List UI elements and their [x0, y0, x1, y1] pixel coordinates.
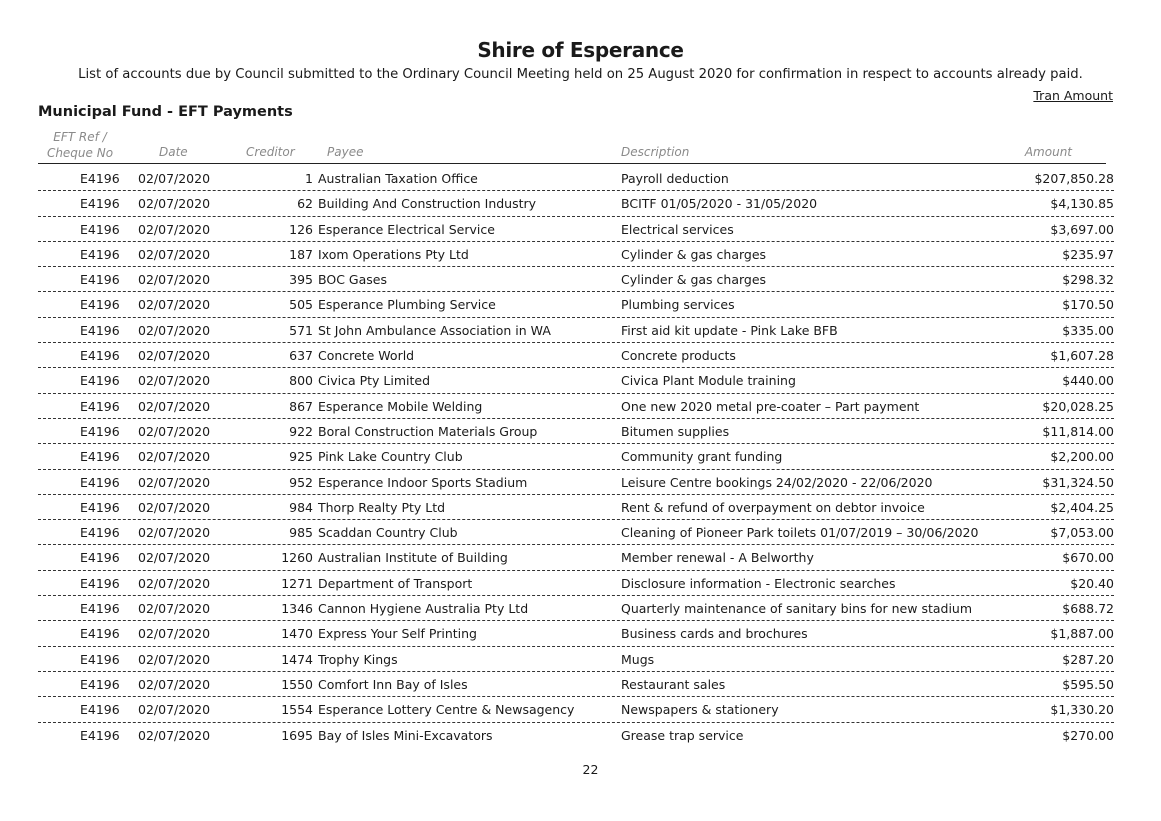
table-row: [38, 647, 1114, 672]
cell-payee: BOC Gases: [318, 272, 387, 288]
cell-payee: Australian Taxation Office: [318, 171, 478, 186]
cell-date: 02/07/2020: [138, 499, 211, 515]
cell-amount: $270.00: [1062, 727, 1114, 743]
cell-payee: St John Ambulance Association in WA: [318, 322, 551, 338]
cell-eft-ref: E4196: [80, 373, 120, 389]
cell-eft-ref: E4196: [80, 196, 120, 212]
cell-creditor: 1271: [281, 575, 313, 591]
cell-creditor: 126: [289, 221, 313, 237]
cell-date: 02/07/2020: [138, 651, 211, 667]
page-number: 22: [582, 762, 599, 777]
cell-amount: $595.50: [1062, 676, 1114, 692]
cell-eft-ref: E4196: [80, 676, 120, 692]
cell-creditor: 505: [289, 297, 313, 313]
cell-creditor: 62: [297, 196, 313, 212]
document-subtitle: List of accounts due by Council submitted to the Ordinary Council Meeting held on 25 August 2020 for confirmation in respect to accounts already paid.: [78, 67, 1083, 82]
cell-creditor: 187: [289, 246, 313, 262]
cell-eft-ref: E4196: [80, 651, 120, 667]
cell-eft-ref: E4196: [80, 398, 120, 414]
cell-creditor: 571: [289, 322, 313, 338]
cell-payee: Boral Construction Materials Group: [318, 423, 538, 439]
cell-creditor: 1550: [281, 676, 313, 692]
cell-eft-ref: E4196: [80, 601, 120, 617]
cell-description: Newspapers & stationery: [621, 702, 779, 718]
table-row: [38, 672, 1114, 697]
cell-date: 02/07/2020: [138, 297, 211, 313]
cell-date: 02/07/2020: [138, 575, 211, 591]
cell-eft-ref: E4196: [80, 499, 120, 515]
cell-amount: $670.00: [1062, 550, 1114, 566]
cell-creditor: 1474: [281, 651, 313, 667]
cell-creditor: 395: [289, 272, 313, 288]
payments-table-body: [38, 166, 1114, 748]
table-row: [38, 394, 1114, 419]
document-title: Shire of Esperance: [477, 38, 684, 62]
cell-eft-ref: E4196: [80, 246, 120, 262]
cell-payee: Australian Institute of Building: [318, 550, 508, 566]
cell-creditor: 867: [289, 398, 313, 414]
cell-eft-ref: E4196: [80, 626, 120, 642]
cell-creditor: 1470: [281, 626, 313, 642]
cell-amount: $298.32: [1062, 272, 1114, 288]
cell-amount: $287.20: [1062, 651, 1114, 667]
table-row: [38, 444, 1114, 469]
cell-description: Concrete products: [621, 348, 736, 364]
cell-payee: Trophy Kings: [318, 651, 398, 667]
cell-description: Restaurant sales: [621, 676, 726, 692]
cell-amount: $2,404.25: [1050, 499, 1114, 515]
cell-date: 02/07/2020: [138, 702, 211, 718]
cell-payee: Scaddan Country Club: [318, 525, 458, 541]
cell-date: 02/07/2020: [138, 676, 211, 692]
cell-creditor: 922: [289, 423, 313, 439]
table-row: [38, 545, 1114, 570]
cell-payee: Concrete World: [318, 348, 415, 364]
cell-creditor: 925: [289, 449, 313, 465]
table-row: [38, 419, 1114, 444]
cell-payee: Ixom Operations Pty Ltd: [318, 246, 469, 262]
cell-date: 02/07/2020: [138, 196, 211, 212]
cell-amount: $440.00: [1062, 373, 1114, 389]
cell-payee: Thorp Realty Pty Ltd: [318, 499, 446, 515]
cell-date: 02/07/2020: [138, 727, 211, 743]
table-row: [38, 217, 1114, 242]
cell-payee: Department of Transport: [318, 575, 473, 591]
cell-description: Grease trap service: [621, 727, 744, 743]
cell-amount: $7,053.00: [1050, 525, 1114, 541]
table-row: [38, 292, 1114, 317]
cell-description: Civica Plant Module training: [621, 373, 796, 389]
table-row: [38, 723, 1114, 748]
cell-date: 02/07/2020: [138, 171, 211, 186]
cell-eft-ref: E4196: [80, 449, 120, 465]
cell-creditor: 985: [289, 525, 313, 541]
cell-creditor: 984: [289, 499, 313, 515]
cell-amount: $31,324.50: [1042, 474, 1114, 490]
cell-eft-ref: E4196: [80, 272, 120, 288]
table-row: [38, 697, 1114, 722]
cell-amount: $335.00: [1062, 322, 1114, 338]
cell-date: 02/07/2020: [138, 550, 211, 566]
table-row: [38, 470, 1114, 495]
cell-eft-ref: E4196: [80, 348, 120, 364]
table-row: [38, 343, 1114, 368]
cell-eft-ref: E4196: [80, 575, 120, 591]
cell-creditor: 1260: [281, 550, 313, 566]
cell-description: Rent & refund of overpayment on debtor invoice: [621, 499, 925, 515]
header-description: Description: [621, 145, 690, 159]
cell-date: 02/07/2020: [138, 525, 211, 541]
cell-description: Leisure Centre bookings 24/02/2020 - 22/06/2020: [621, 474, 933, 490]
cell-eft-ref: E4196: [80, 525, 120, 541]
cell-date: 02/07/2020: [138, 601, 211, 617]
cell-amount: $1,607.28: [1050, 348, 1114, 364]
cell-date: 02/07/2020: [138, 398, 211, 414]
cell-description: First aid kit update - Pink Lake BFB: [621, 322, 838, 338]
cell-eft-ref: E4196: [80, 727, 120, 743]
table-row: [38, 267, 1114, 292]
cell-payee: Bay of Isles Mini-Excavators: [318, 727, 493, 743]
cell-payee: Comfort Inn Bay of Isles: [318, 676, 468, 692]
cell-description: Disclosure information - Electronic searches: [621, 575, 896, 591]
cell-creditor: 1: [305, 171, 313, 186]
cell-description: Community grant funding: [621, 449, 783, 465]
header-eft-ref-line2: Cheque No: [46, 146, 114, 160]
cell-description: Business cards and brochures: [621, 626, 808, 642]
cell-date: 02/07/2020: [138, 423, 211, 439]
cell-amount: $20.40: [1070, 575, 1114, 591]
table-row: [38, 242, 1114, 267]
cell-creditor: 800: [289, 373, 313, 389]
header-divider: [38, 163, 1106, 164]
cell-description: Bitumen supplies: [621, 423, 730, 439]
header-creditor: Creditor: [246, 145, 295, 159]
cell-creditor: 637: [289, 348, 313, 364]
cell-date: 02/07/2020: [138, 348, 211, 364]
cell-amount: $3,697.00: [1050, 221, 1114, 237]
cell-eft-ref: E4196: [80, 423, 120, 439]
cell-amount: $207,850.28: [1034, 171, 1114, 186]
header-payee: Payee: [327, 145, 364, 159]
table-row: [38, 571, 1114, 596]
cell-description: Plumbing services: [621, 297, 735, 313]
cell-payee: Esperance Indoor Sports Stadium: [318, 474, 528, 490]
cell-amount: $1,330.20: [1050, 702, 1114, 718]
cell-date: 02/07/2020: [138, 322, 211, 338]
cell-date: 02/07/2020: [138, 373, 211, 389]
cell-description: Cleaning of Pioneer Park toilets 01/07/2019 – 30/06/2020: [621, 525, 979, 541]
cell-amount: $4,130.85: [1050, 196, 1114, 212]
cell-payee: Esperance Mobile Welding: [318, 398, 483, 414]
header-date: Date: [159, 145, 188, 159]
cell-amount: $1,887.00: [1050, 626, 1114, 642]
tran-amount-label: Tran Amount: [1033, 88, 1113, 103]
cell-payee: Express Your Self Printing: [318, 626, 477, 642]
table-row: [38, 318, 1114, 343]
header-eft-ref-line1: EFT Ref /: [53, 130, 107, 144]
cell-amount: $20,028.25: [1042, 398, 1114, 414]
cell-eft-ref: E4196: [80, 221, 120, 237]
cell-payee: Civica Pty Limited: [318, 373, 430, 389]
table-row: [38, 368, 1114, 393]
cell-eft-ref: E4196: [80, 474, 120, 490]
cell-creditor: 1346: [281, 601, 313, 617]
cell-description: One new 2020 metal pre-coater – Part payment: [621, 398, 920, 414]
cell-description: Electrical services: [621, 221, 734, 237]
cell-payee: Esperance Plumbing Service: [318, 297, 496, 313]
cell-description: Payroll deduction: [621, 171, 729, 186]
cell-description: Member renewal - A Belworthy: [621, 550, 814, 566]
cell-payee: Pink Lake Country Club: [318, 449, 463, 465]
cell-payee: Building And Construction Industry: [318, 196, 537, 212]
table-row: [38, 520, 1114, 545]
cell-date: 02/07/2020: [138, 272, 211, 288]
table-row: [38, 596, 1114, 621]
cell-eft-ref: E4196: [80, 322, 120, 338]
cell-payee: Esperance Electrical Service: [318, 221, 495, 237]
cell-description: BCITF 01/05/2020 - 31/05/2020: [621, 196, 818, 212]
table-row: [38, 166, 1114, 191]
cell-amount: $688.72: [1062, 601, 1114, 617]
cell-date: 02/07/2020: [138, 449, 211, 465]
cell-eft-ref: E4196: [80, 550, 120, 566]
cell-description: Cylinder & gas charges: [621, 246, 767, 262]
cell-amount: $2,200.00: [1050, 449, 1114, 465]
cell-payee: Cannon Hygiene Australia Pty Ltd: [318, 601, 529, 617]
cell-creditor: 1554: [281, 702, 313, 718]
cell-amount: $235.97: [1062, 246, 1114, 262]
cell-eft-ref: E4196: [80, 702, 120, 718]
cell-payee: Esperance Lottery Centre & Newsagency: [318, 702, 575, 718]
section-title: Municipal Fund - EFT Payments: [38, 104, 293, 120]
cell-date: 02/07/2020: [138, 221, 211, 237]
cell-description: Cylinder & gas charges: [621, 272, 767, 288]
cell-eft-ref: E4196: [80, 297, 120, 313]
table-row: [38, 191, 1114, 216]
cell-amount: $11,814.00: [1042, 423, 1114, 439]
cell-date: 02/07/2020: [138, 474, 211, 490]
header-eft-ref: [38, 129, 122, 161]
cell-description: Mugs: [621, 651, 655, 667]
cell-creditor: 952: [289, 474, 313, 490]
cell-description: Quarterly maintenance of sanitary bins for new stadium: [621, 601, 973, 617]
cell-date: 02/07/2020: [138, 626, 211, 642]
table-row: [38, 621, 1114, 646]
cell-date: 02/07/2020: [138, 246, 211, 262]
cell-creditor: 1695: [281, 727, 313, 743]
cell-eft-ref: E4196: [80, 171, 120, 186]
table-row: [38, 495, 1114, 520]
header-amount: Amount: [1024, 145, 1072, 159]
cell-amount: $170.50: [1062, 297, 1114, 313]
